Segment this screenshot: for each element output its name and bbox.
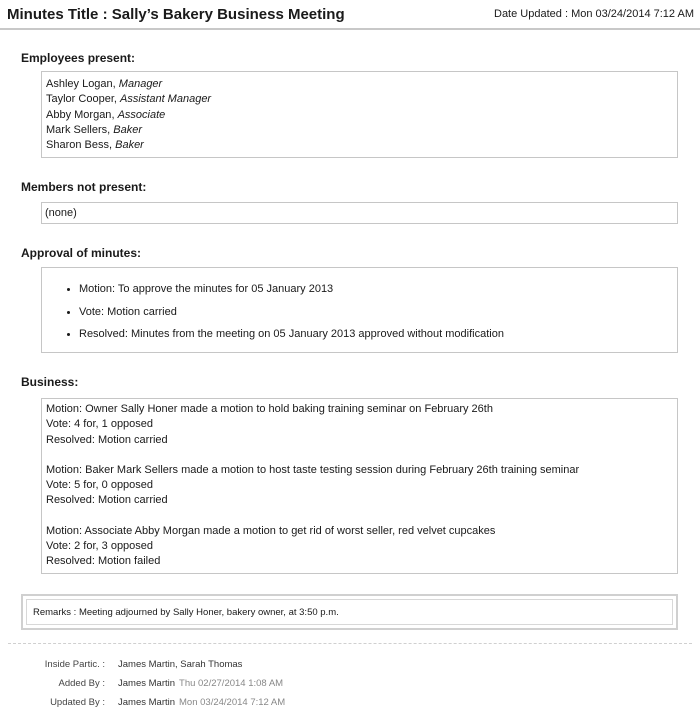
updated-by-label: Updated By : (50, 697, 105, 708)
remarks-label: Remarks (33, 606, 72, 618)
approval-heading: Approval of minutes: (21, 246, 142, 260)
date-value: Mon 03/24/2014 7:12 AM (571, 8, 694, 20)
employee-name: Ashley Logan (46, 78, 113, 90)
remarks-box (26, 599, 673, 625)
business-vote: Vote: 2 for, 3 opposed (46, 540, 154, 553)
remarks-value: Meeting adjourned by Sally Honer, bakery owner, at 3:50 p.m. (78, 606, 339, 618)
title-label: Minutes Title (7, 5, 99, 23)
approval-item: • Vote: Motion carried (79, 305, 677, 328)
employees-list (46, 77, 673, 153)
page-header (0, 0, 700, 30)
date-label: Date Updated (494, 8, 562, 20)
business-vote: Vote: 4 for, 1 opposed (46, 418, 154, 431)
added-by-name: James Martin (118, 678, 176, 689)
business-motion-group (46, 463, 673, 509)
absent-heading: Members not present: (21, 180, 147, 194)
employee-name: Abby Morgan (46, 108, 112, 121)
employee-separator: , (108, 139, 116, 152)
approval-item: • Resolved: Minutes from the meeting on 05 January 2013 approved without modification (79, 327, 677, 350)
remarks-panel (21, 594, 678, 630)
employee-item (46, 77, 673, 92)
employee-item (46, 123, 673, 138)
employee-separator: , (112, 78, 119, 90)
employee-item (46, 108, 673, 123)
business-resolved: Resolved: Motion carried (46, 494, 168, 507)
updated-by-value (118, 697, 285, 708)
date-colon: : (561, 8, 572, 20)
employee-separator: , (111, 108, 118, 121)
added-by-row (0, 678, 700, 692)
added-by-label: Added By : (58, 678, 105, 689)
employees-heading: Employees present: (21, 51, 136, 65)
business-resolved: Resolved: Motion failed (46, 555, 161, 568)
employees-box (41, 71, 678, 158)
business-motion: Motion: Baker Mark Sellers made a motion to host taste testing session during February 26th training seminar (46, 463, 580, 476)
absent-value: (none) (45, 207, 77, 219)
employee-item (46, 92, 673, 107)
employee-role: Baker (113, 123, 142, 136)
added-by-time: Thu 02/27/2014 1:08 AM (179, 678, 284, 689)
employee-name: Taylor Cooper (46, 93, 114, 106)
employee-role: Manager (118, 78, 163, 90)
business-motion: Motion: Owner Sally Honer made a motion to hold baking training seminar on February 26th (46, 403, 493, 415)
inside-participants-value: James Martin, Sarah Thomas (118, 659, 243, 670)
business-vote: Vote: 5 for, 0 opposed (46, 479, 154, 492)
business-box (41, 398, 678, 574)
absent-box (41, 202, 678, 224)
employee-separator: , (107, 123, 114, 136)
inside-participants-row (0, 659, 700, 673)
employee-role: Assistant Manager (120, 93, 212, 106)
page-title (0, 6, 345, 23)
business-motion: Motion: Associate Abby Morgan made a motion to get rid of worst seller, red velvet cupcakes (46, 524, 496, 537)
business-heading: Business: (21, 375, 79, 389)
remarks-colon: : (71, 606, 79, 618)
updated-by-name: James Martin (118, 697, 176, 708)
employee-name: Mark Sellers (46, 123, 108, 136)
employee-name: Sharon Bess (46, 139, 109, 152)
approval-box (41, 267, 678, 353)
approval-item: • Motion: To approve the minutes for 05 January 2013 (79, 282, 677, 305)
title-value: Sally’s Bakery Business Meeting (111, 5, 345, 23)
updated-by-row (0, 697, 700, 711)
business-list (46, 402, 673, 570)
inside-participants-label: Inside Partic. : (44, 659, 105, 670)
footer-divider (8, 643, 692, 644)
title-colon: : (98, 5, 112, 23)
employee-role: Baker (115, 139, 144, 152)
approval-list (42, 282, 677, 350)
updated-by-time: Mon 03/24/2014 7:12 AM (179, 697, 286, 708)
business-resolved: Resolved: Motion carried (46, 433, 168, 446)
business-motion-group (46, 524, 673, 570)
employee-separator: , (113, 93, 120, 106)
employee-role: Associate (117, 108, 166, 121)
date-updated (494, 8, 700, 20)
added-by-value (118, 678, 283, 689)
business-motion-group (46, 402, 673, 448)
employee-item (46, 138, 673, 153)
